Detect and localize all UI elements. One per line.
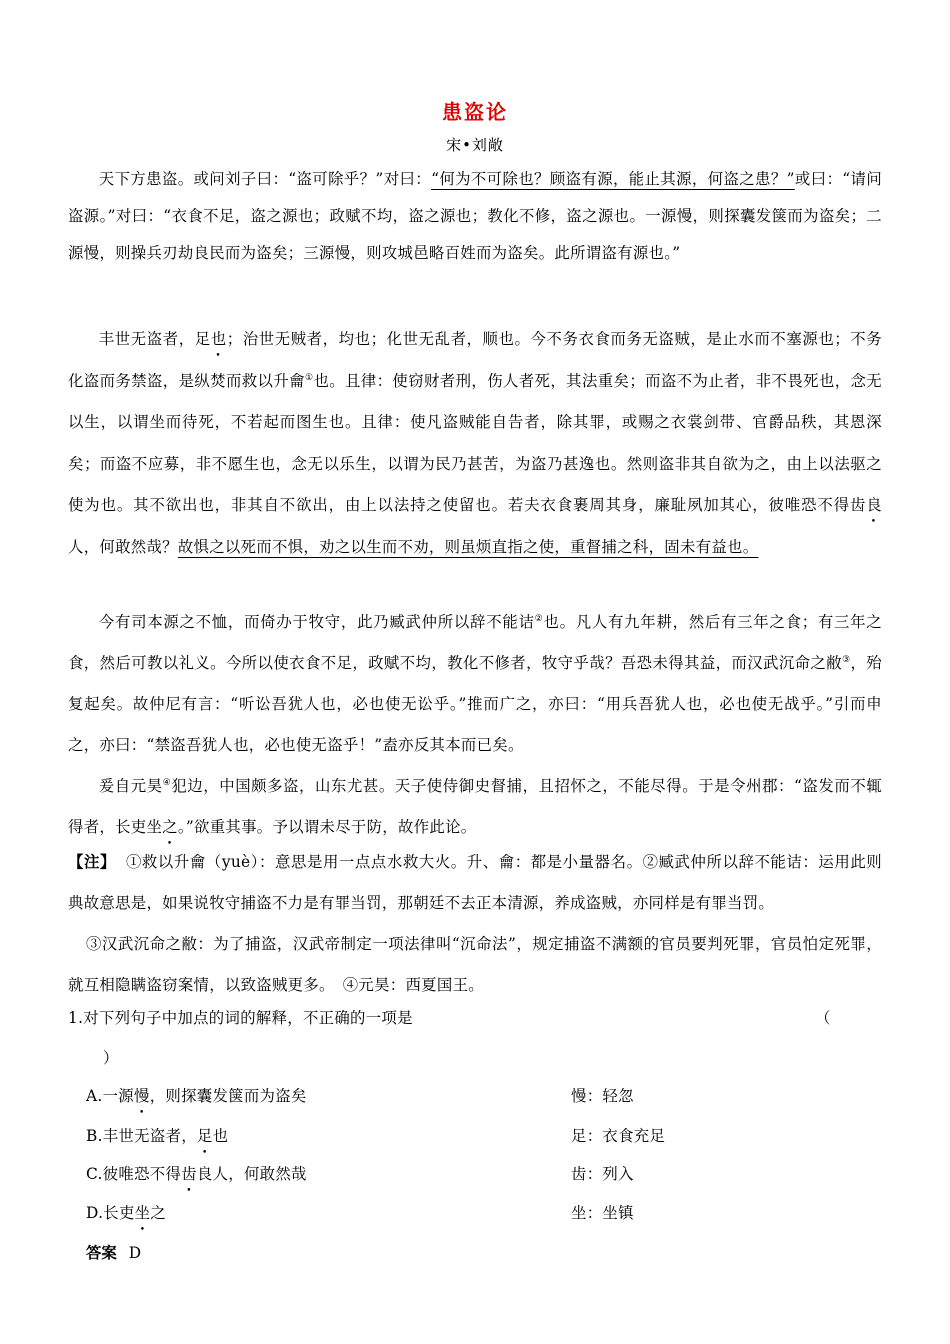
note-ref-2: ② <box>534 613 544 624</box>
option-b-explanation: 足：衣食充足 <box>571 1127 666 1145</box>
question-paren-close: ） <box>103 1049 119 1067</box>
p4-text-b: 犯边，中国颇多盗，山东尤甚。天子使侍御史督捕，且招怀之，不能尽得。于是令州郡：“盗发而不辄得者，长吏 <box>68 777 883 836</box>
note-ref-4: ④ <box>162 777 172 788</box>
p2-text-a: 丰世无盗者， <box>98 330 195 348</box>
question-paren-open: （ <box>815 1009 831 1027</box>
option-a: A.一源慢，则探囊发箧而为盗矣 <box>86 1087 307 1105</box>
dotted-word-chi: 齿 <box>850 496 867 514</box>
option-b: B.丰世无盗者，足也 <box>86 1127 229 1145</box>
notes-text-1: ①救以升龠（yuè）：意思是用一点点水救大火。升、龠：都是小量器名。②臧武仲所以辞不能诘：运用此则典故意思是，如果说牧守捕盗不力是有罪当罚，那朝廷不去正本清源，养成盗贼，亦同样是有罪当罚。 <box>68 853 883 912</box>
option-a-dotted: 慢 <box>134 1087 150 1105</box>
dotted-word-zuo: 坐 <box>146 818 163 836</box>
option-d-dotted: 坐 <box>134 1204 151 1222</box>
option-a-explanation: 慢：轻忽 <box>571 1087 634 1105</box>
p2-underlined: 故惧之以死而不惧，劝之以生而不劝，则虽烦直指之使，重督捕之科，固未有益也。 <box>177 537 759 556</box>
paragraph-3 <box>68 602 882 766</box>
question-stem: 1.对下列句子中加点的词的解释，不正确的一项是 <box>68 1009 413 1027</box>
p3-text-a: 今有司本源之不恤，而倚办于牧守，此乃臧武仲所以辞不能诘 <box>98 613 535 631</box>
note-ref-3: ③ <box>842 654 851 665</box>
p4-text-a: 爰自元昊 <box>98 777 163 795</box>
option-b-dotted: 足 <box>196 1127 213 1145</box>
p2-text-c: 也。且律：使窃财者刑，伤人者死，其法重矣；而盗不为止者，非不畏死也，念无以生，以谓坐而待死，不若起而图生也。且律：使凡盗贼能自告者，除其罪，或赐之衣裳剑带、官爵品秩，其恩深矣；而盗不应募，非不愿生也，念无以乐生，以谓为民乃甚苦，为盗乃甚逸也。然则盗非其自欲为之，由上以法驱之使为也。其不欲出也，非其自不欲出，由上以法持之使留也。若夫衣食裹周其身，廉耻夙加其心，彼唯恐不得 <box>68 371 882 514</box>
notes-label: 【注】 <box>68 853 116 871</box>
option-c-explanation: 齿：列入 <box>571 1165 634 1183</box>
dotted-word-zu: 足 <box>194 330 211 348</box>
paragraph-4 <box>68 766 882 848</box>
article-author: 宋•刘敞 <box>446 136 504 154</box>
p1-text-a: 天下方患盗。或问刘子曰：“盗可除乎？”对曰： <box>98 170 432 188</box>
p4-text-c: 之。”欲重其事。予以谓未尽于防，故作此论。 <box>162 818 477 836</box>
option-c: C.彼唯恐不得齿良人，何敢然哉 <box>86 1165 307 1183</box>
notes-block-1 <box>68 842 882 923</box>
p1-underlined: “何为不可除也？顾盗有源，能止其源，何盗之患？” <box>431 170 795 188</box>
note-ref-1: ① <box>304 372 314 383</box>
paragraph-2 <box>68 319 882 568</box>
p2-text-e: 良人，何敢然哉？ <box>68 496 882 556</box>
p3-text-c: ，殆复起矣。故仲尼有言：“听讼吾犹人也，必也使无讼乎。”推而广之，亦曰：“用兵吾犹人也，必也使无战乎。”引而申之，亦曰：“禁盗吾犹人也，必也使无盗乎！”盍亦反其本而已矣。 <box>68 654 883 754</box>
answer-line <box>86 1241 141 1263</box>
notes-block-2: ③汉武沉命之敝：为了捕盗，汉武帝制定一项法律叫“沉命法”，规定捕盗不满额的官员要判死罪，官员怕定死罪，就互相隐瞒盗窃案情，以致盗贼更多。 ④元昊：西夏国王。 <box>68 935 882 994</box>
p1-text-b: 或曰：“请问盗源。”对曰：“衣食不足，盗之源也；政赋不均，盗之源也；教化不修，盗之源也。一源慢，则探囊发箧而为盗矣；二源慢，则操兵刃劫良民而为盗矣；三源慢，则攻城邑略百姓而为盗矣。此所谓盗有源也。” <box>68 170 883 262</box>
answer-value: D <box>128 1244 142 1262</box>
option-d: D.长吏坐之 <box>86 1204 167 1222</box>
option-c-dotted: 齿 <box>181 1165 197 1183</box>
option-d-explanation: 坐：坐镇 <box>571 1204 634 1222</box>
article-title: 患盗论 <box>442 100 508 124</box>
answer-label: 答案 <box>86 1244 117 1262</box>
p3-text-b: 也。凡人有九年耕，然后有三年之食；有三年之食，然后可教以礼义。今所以使衣食不足，政赋不均，教化不修者，牧守乎哉？吾恐未得其益，而汉武沉命之敝 <box>68 613 882 672</box>
paragraph-1 <box>68 161 882 272</box>
p2-text-b: 也；治世无贼者，均也；化世无乱者，顺也。今不务衣食而务无盗贼，是止水而不塞源也；不务化盗而务禁盗，是纵焚而救以升龠 <box>68 330 882 390</box>
